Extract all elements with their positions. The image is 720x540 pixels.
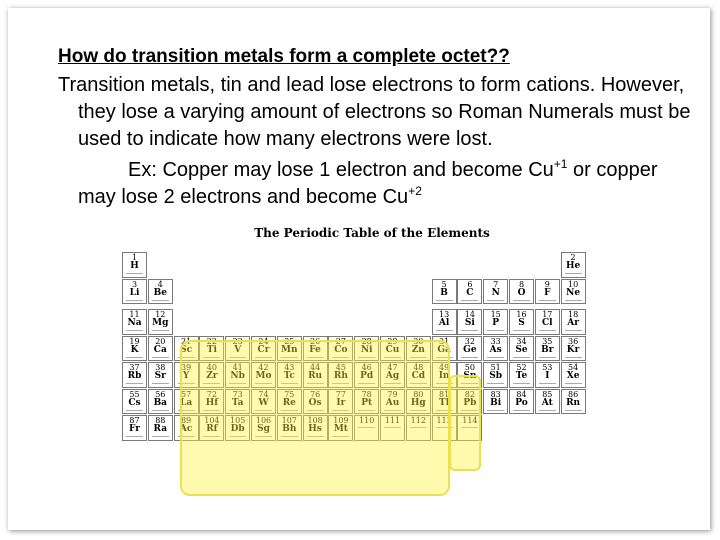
atomic-number: 4 — [157, 279, 163, 289]
element-cell — [122, 336, 147, 362]
atomic-mass-line — [513, 410, 530, 412]
element-symbol: Cu — [385, 344, 400, 355]
element-symbol: Sb — [489, 371, 503, 381]
atomic-number: 26 — [310, 336, 321, 346]
atomic-mass-line — [152, 383, 169, 385]
element-symbol: I — [545, 371, 550, 381]
element-cell — [457, 309, 482, 335]
element-symbol: Db — [230, 424, 245, 434]
element-symbol: Fr — [129, 424, 140, 434]
element-cell — [561, 309, 586, 335]
atomic-number: 84 — [516, 389, 527, 399]
element-symbol: Co — [334, 344, 348, 355]
element-symbol: W — [258, 397, 269, 408]
element-symbol: Os — [308, 397, 322, 408]
atomic-number: 73 — [232, 389, 243, 399]
atomic-number: 44 — [310, 363, 321, 372]
element-cell — [509, 336, 534, 362]
atomic-number: 89 — [181, 416, 192, 425]
atomic-number: 25 — [284, 336, 295, 346]
atomic-number: 76 — [310, 389, 321, 399]
element-symbol: Rh — [333, 371, 348, 381]
atomic-number: 111 — [384, 416, 401, 425]
atomic-number: 10 — [568, 279, 579, 289]
element-symbol: La — [180, 397, 193, 408]
element-symbol: Rb — [127, 371, 142, 381]
atomic-mass-line — [126, 383, 143, 385]
element-symbol: P — [492, 318, 500, 328]
atomic-mass-line — [565, 357, 582, 359]
atomic-number: 41 — [232, 363, 243, 372]
element-symbol: Cl — [542, 318, 553, 328]
atomic-mass-line — [126, 273, 143, 275]
element-symbol: Zr — [206, 371, 218, 381]
atomic-number: 85 — [542, 389, 553, 399]
element-symbol: Fe — [309, 344, 321, 355]
atomic-number: 40 — [206, 363, 217, 372]
element-cell — [561, 279, 586, 305]
element-cell — [509, 389, 534, 415]
atomic-mass-line — [126, 330, 143, 332]
atomic-number: 22 — [206, 336, 217, 346]
atomic-number: 106 — [255, 416, 272, 425]
atomic-mass-line — [487, 410, 504, 412]
atomic-number: 54 — [568, 363, 579, 372]
element-cell — [535, 362, 560, 388]
atomic-number: 107 — [281, 416, 297, 425]
element-symbol: Hf — [205, 397, 219, 408]
element-symbol: H — [130, 261, 139, 271]
atomic-number: 18 — [568, 310, 579, 319]
example-line — [58, 157, 698, 211]
atomic-mass-line — [565, 330, 582, 332]
atomic-number: 1 — [131, 253, 138, 262]
element-cell — [122, 415, 147, 441]
element-cell — [148, 415, 173, 441]
atomic-number: 30 — [413, 336, 424, 346]
element-symbol: Tc — [283, 371, 295, 381]
atomic-number: 42 — [258, 363, 269, 372]
atomic-mass-line — [126, 436, 143, 438]
atomic-number: 33 — [490, 336, 501, 346]
element-symbol: K — [130, 344, 139, 355]
element-symbol: Pt — [361, 397, 373, 408]
atomic-number: 24 — [258, 336, 269, 346]
element-symbol: Ga — [437, 344, 451, 355]
atomic-number: 72 — [206, 389, 217, 399]
atomic-mass-line — [539, 383, 556, 385]
atomic-number: 52 — [516, 363, 527, 372]
atomic-mass-line — [487, 383, 504, 385]
element-symbol: Ra — [153, 424, 168, 434]
element-cell — [509, 279, 534, 305]
element-cell — [122, 389, 147, 415]
element-symbol: C — [466, 287, 474, 298]
element-cell — [432, 279, 457, 305]
element-symbol: Tl — [439, 397, 450, 408]
element-symbol: Sg — [257, 424, 270, 434]
element-cell — [535, 336, 560, 362]
element-cell — [457, 336, 482, 362]
atomic-number: 20 — [155, 336, 166, 346]
element-cell — [483, 362, 508, 388]
atomic-number: 19 — [129, 336, 140, 346]
element-cell — [561, 389, 586, 415]
element-cell — [148, 389, 173, 415]
element-cell — [483, 336, 508, 362]
element-symbol: Mn — [281, 344, 298, 355]
element-symbol: Ac — [179, 424, 193, 434]
atomic-number: 53 — [542, 363, 553, 372]
slide — [8, 8, 710, 530]
element-symbol: Sr — [154, 371, 166, 381]
atomic-number: 110 — [359, 416, 375, 425]
element-cell — [509, 362, 534, 388]
atomic-mass-line — [461, 300, 478, 302]
element-symbol: V — [234, 344, 242, 355]
element-symbol: Ge — [463, 344, 477, 355]
atomic-number: 48 — [413, 363, 424, 372]
atomic-number: 47 — [387, 363, 398, 372]
element-symbol: Ar — [567, 318, 579, 328]
atomic-number: 14 — [464, 310, 475, 319]
atomic-mass-line — [513, 383, 530, 385]
element-cell — [122, 362, 147, 388]
atomic-mass-line — [539, 410, 556, 412]
atomic-number: 38 — [155, 363, 166, 372]
element-cell — [457, 279, 482, 305]
atomic-mass-line — [539, 300, 556, 302]
atomic-number: 32 — [464, 336, 475, 346]
atomic-number: 87 — [129, 416, 140, 425]
element-cell — [122, 309, 147, 335]
element-symbol: Mo — [255, 371, 272, 381]
atomic-number: 56 — [155, 389, 166, 399]
atomic-number: 80 — [413, 389, 424, 399]
element-symbol: Cr — [257, 344, 270, 355]
atomic-number: 55 — [129, 389, 140, 399]
element-symbol: Bh — [282, 424, 297, 434]
atomic-number: 13 — [439, 310, 450, 319]
atomic-number: 50 — [464, 363, 475, 372]
element-symbol: Pd — [360, 371, 374, 381]
element-symbol: In — [438, 371, 450, 381]
element-cell — [122, 279, 147, 305]
element-cell — [432, 309, 457, 335]
element-symbol: Cd — [411, 371, 426, 381]
element-symbol: Cs — [128, 397, 141, 408]
slide-body — [58, 72, 698, 211]
element-cell — [561, 252, 586, 278]
element-symbol: Ta — [231, 397, 244, 408]
atomic-number: 6 — [467, 279, 473, 289]
atomic-number: 36 — [568, 336, 579, 346]
element-symbol: Re — [282, 397, 296, 408]
atomic-number: 43 — [284, 363, 295, 372]
element-symbol: Zn — [411, 344, 425, 355]
example-charge-2: +2 — [408, 184, 422, 198]
atomic-number: 31 — [439, 336, 450, 346]
atomic-mass-line — [152, 330, 169, 332]
atomic-number: 5 — [441, 279, 447, 289]
atomic-mass-line — [565, 273, 582, 275]
element-symbol: Br — [541, 344, 554, 355]
atomic-number: 113 — [436, 416, 452, 425]
atomic-number: 114 — [462, 416, 478, 425]
atomic-number: 57 — [181, 389, 192, 399]
element-symbol: Si — [464, 318, 475, 328]
element-symbol: Rn — [566, 397, 581, 408]
element-symbol: N — [491, 287, 500, 298]
element-cell — [148, 279, 173, 305]
element-symbol: At — [541, 397, 553, 408]
element-cell — [122, 252, 147, 278]
element-cell — [148, 362, 173, 388]
atomic-number: 74 — [258, 389, 269, 399]
element-symbol: Xe — [566, 371, 580, 381]
atomic-mass-line — [126, 410, 143, 412]
element-cell — [148, 336, 173, 362]
example-text-1: Ex: Copper may lose 1 electron and become Cu — [128, 159, 554, 181]
element-symbol: Nb — [230, 371, 245, 381]
element-symbol: Kr — [566, 344, 580, 355]
element-symbol: S — [518, 318, 525, 328]
element-symbol: F — [544, 287, 551, 298]
atomic-mass-line — [513, 357, 530, 359]
atomic-number: 75 — [284, 389, 295, 399]
element-symbol: Pb — [463, 397, 477, 408]
atomic-number: 15 — [490, 310, 501, 319]
atomic-number: 83 — [490, 389, 501, 399]
atomic-number: 39 — [181, 363, 192, 372]
atomic-mass-line — [565, 383, 582, 385]
element-symbol: Ba — [153, 397, 168, 408]
atomic-mass-line — [152, 410, 169, 412]
element-symbol: Mt — [333, 424, 348, 434]
element-symbol: Al — [438, 318, 450, 328]
element-symbol: Ru — [308, 371, 323, 381]
element-symbol: Ni — [360, 344, 373, 355]
atomic-number: 17 — [542, 310, 553, 319]
atomic-mass-line — [565, 410, 582, 412]
atomic-number: 3 — [131, 279, 138, 289]
element-symbol: Ca — [153, 344, 167, 355]
periodic-table-grid — [116, 252, 628, 500]
body-paragraph: Transition metals, tin and lead lose electrons to form cations. However, they lose a varying amount of electrons so Roman Numerals must be used to indicate how many electrons were lost. — [58, 74, 691, 150]
periodic-table-title: The Periodic Table of the Elements — [116, 226, 628, 240]
element-symbol: Te — [515, 371, 528, 381]
atomic-number: 28 — [361, 336, 372, 346]
element-symbol: As — [489, 344, 502, 355]
element-cell — [561, 362, 586, 388]
atomic-number: 79 — [387, 389, 398, 399]
atomic-mass-line — [126, 357, 143, 359]
atomic-mass-line — [152, 300, 169, 302]
atomic-number: 108 — [307, 416, 323, 425]
atomic-number: 45 — [335, 363, 346, 372]
atomic-mass-line — [461, 357, 478, 359]
atomic-number: 49 — [439, 363, 450, 372]
atomic-number: 16 — [516, 310, 527, 319]
element-symbol: Hg — [410, 397, 426, 408]
atomic-number: 35 — [542, 336, 553, 346]
element-symbol: Sc — [180, 344, 193, 355]
atomic-mass-line — [487, 300, 504, 302]
element-symbol: Na — [127, 318, 142, 328]
atomic-mass-line — [513, 330, 530, 332]
atomic-mass-line — [152, 357, 169, 359]
atomic-mass-line — [436, 330, 453, 332]
atomic-number: 86 — [568, 389, 579, 399]
atomic-number: 2 — [570, 253, 576, 262]
atomic-number: 12 — [155, 310, 166, 319]
atomic-mass-line — [487, 357, 504, 359]
element-cell — [535, 389, 560, 415]
element-cell — [535, 279, 560, 305]
example-text-2: or copper may lose 2 electrons and become Cu — [78, 159, 658, 208]
atomic-number: 82 — [464, 389, 475, 399]
atomic-mass-line — [539, 330, 556, 332]
atomic-number: 109 — [333, 416, 349, 425]
element-symbol: Ag — [385, 371, 400, 381]
atomic-number: 77 — [335, 389, 346, 399]
element-symbol: Be — [153, 287, 167, 298]
element-symbol: Rf — [206, 424, 218, 434]
element-symbol: Y — [182, 371, 190, 381]
atomic-number: 78 — [361, 389, 372, 399]
element-cell — [509, 309, 534, 335]
atomic-number: 23 — [232, 336, 243, 346]
atomic-number: 51 — [490, 363, 501, 372]
element-symbol: Se — [515, 344, 528, 355]
element-symbol: B — [440, 287, 448, 298]
atomic-number: 105 — [230, 416, 246, 425]
atomic-mass-line — [539, 357, 556, 359]
element-cell — [483, 389, 508, 415]
element-cell — [483, 279, 508, 305]
atomic-number: 27 — [335, 336, 346, 346]
atomic-mass-line — [565, 300, 582, 302]
element-symbol: Bi — [490, 397, 502, 408]
element-symbol: Po — [515, 397, 528, 408]
element-symbol: Hs — [308, 424, 322, 434]
atomic-number: 11 — [129, 310, 140, 319]
atomic-number: 81 — [439, 389, 450, 399]
atomic-mass-line — [487, 330, 504, 332]
transition-metals-highlight — [180, 336, 450, 496]
atomic-mass-line — [461, 330, 478, 332]
slide-title: How do transition metals form a complete octet?? — [58, 46, 510, 67]
element-symbol: Sn — [463, 371, 477, 381]
element-symbol: Li — [129, 287, 140, 298]
atomic-number: 9 — [544, 279, 550, 289]
atomic-number: 37 — [129, 363, 140, 372]
element-symbol: Ir — [336, 397, 346, 408]
element-cell — [561, 336, 586, 362]
atomic-mass-line — [152, 436, 169, 438]
element-symbol: Ti — [206, 344, 217, 355]
element-cell — [535, 309, 560, 335]
atomic-number: 112 — [410, 416, 426, 425]
atomic-mass-line — [436, 300, 453, 302]
tin-lead-highlight — [449, 375, 481, 471]
atomic-mass-line — [126, 300, 143, 302]
element-symbol: He — [565, 261, 581, 271]
example-charge-1: +1 — [553, 157, 568, 171]
element-symbol: Ne — [566, 287, 581, 298]
atomic-number: 7 — [493, 279, 499, 289]
element-symbol: O — [517, 287, 526, 298]
atomic-number: 34 — [516, 336, 527, 346]
atomic-number: 104 — [204, 416, 220, 425]
element-cell — [148, 309, 173, 335]
element-symbol: Mg — [152, 318, 169, 328]
atomic-number: 88 — [155, 416, 166, 425]
atomic-mass-line — [513, 300, 530, 302]
element-symbol: Au — [385, 397, 400, 408]
atomic-number: 8 — [518, 279, 525, 289]
atomic-number: 29 — [387, 336, 398, 346]
atomic-number: 46 — [361, 363, 372, 372]
atomic-number: 21 — [181, 336, 192, 346]
element-cell — [483, 309, 508, 335]
